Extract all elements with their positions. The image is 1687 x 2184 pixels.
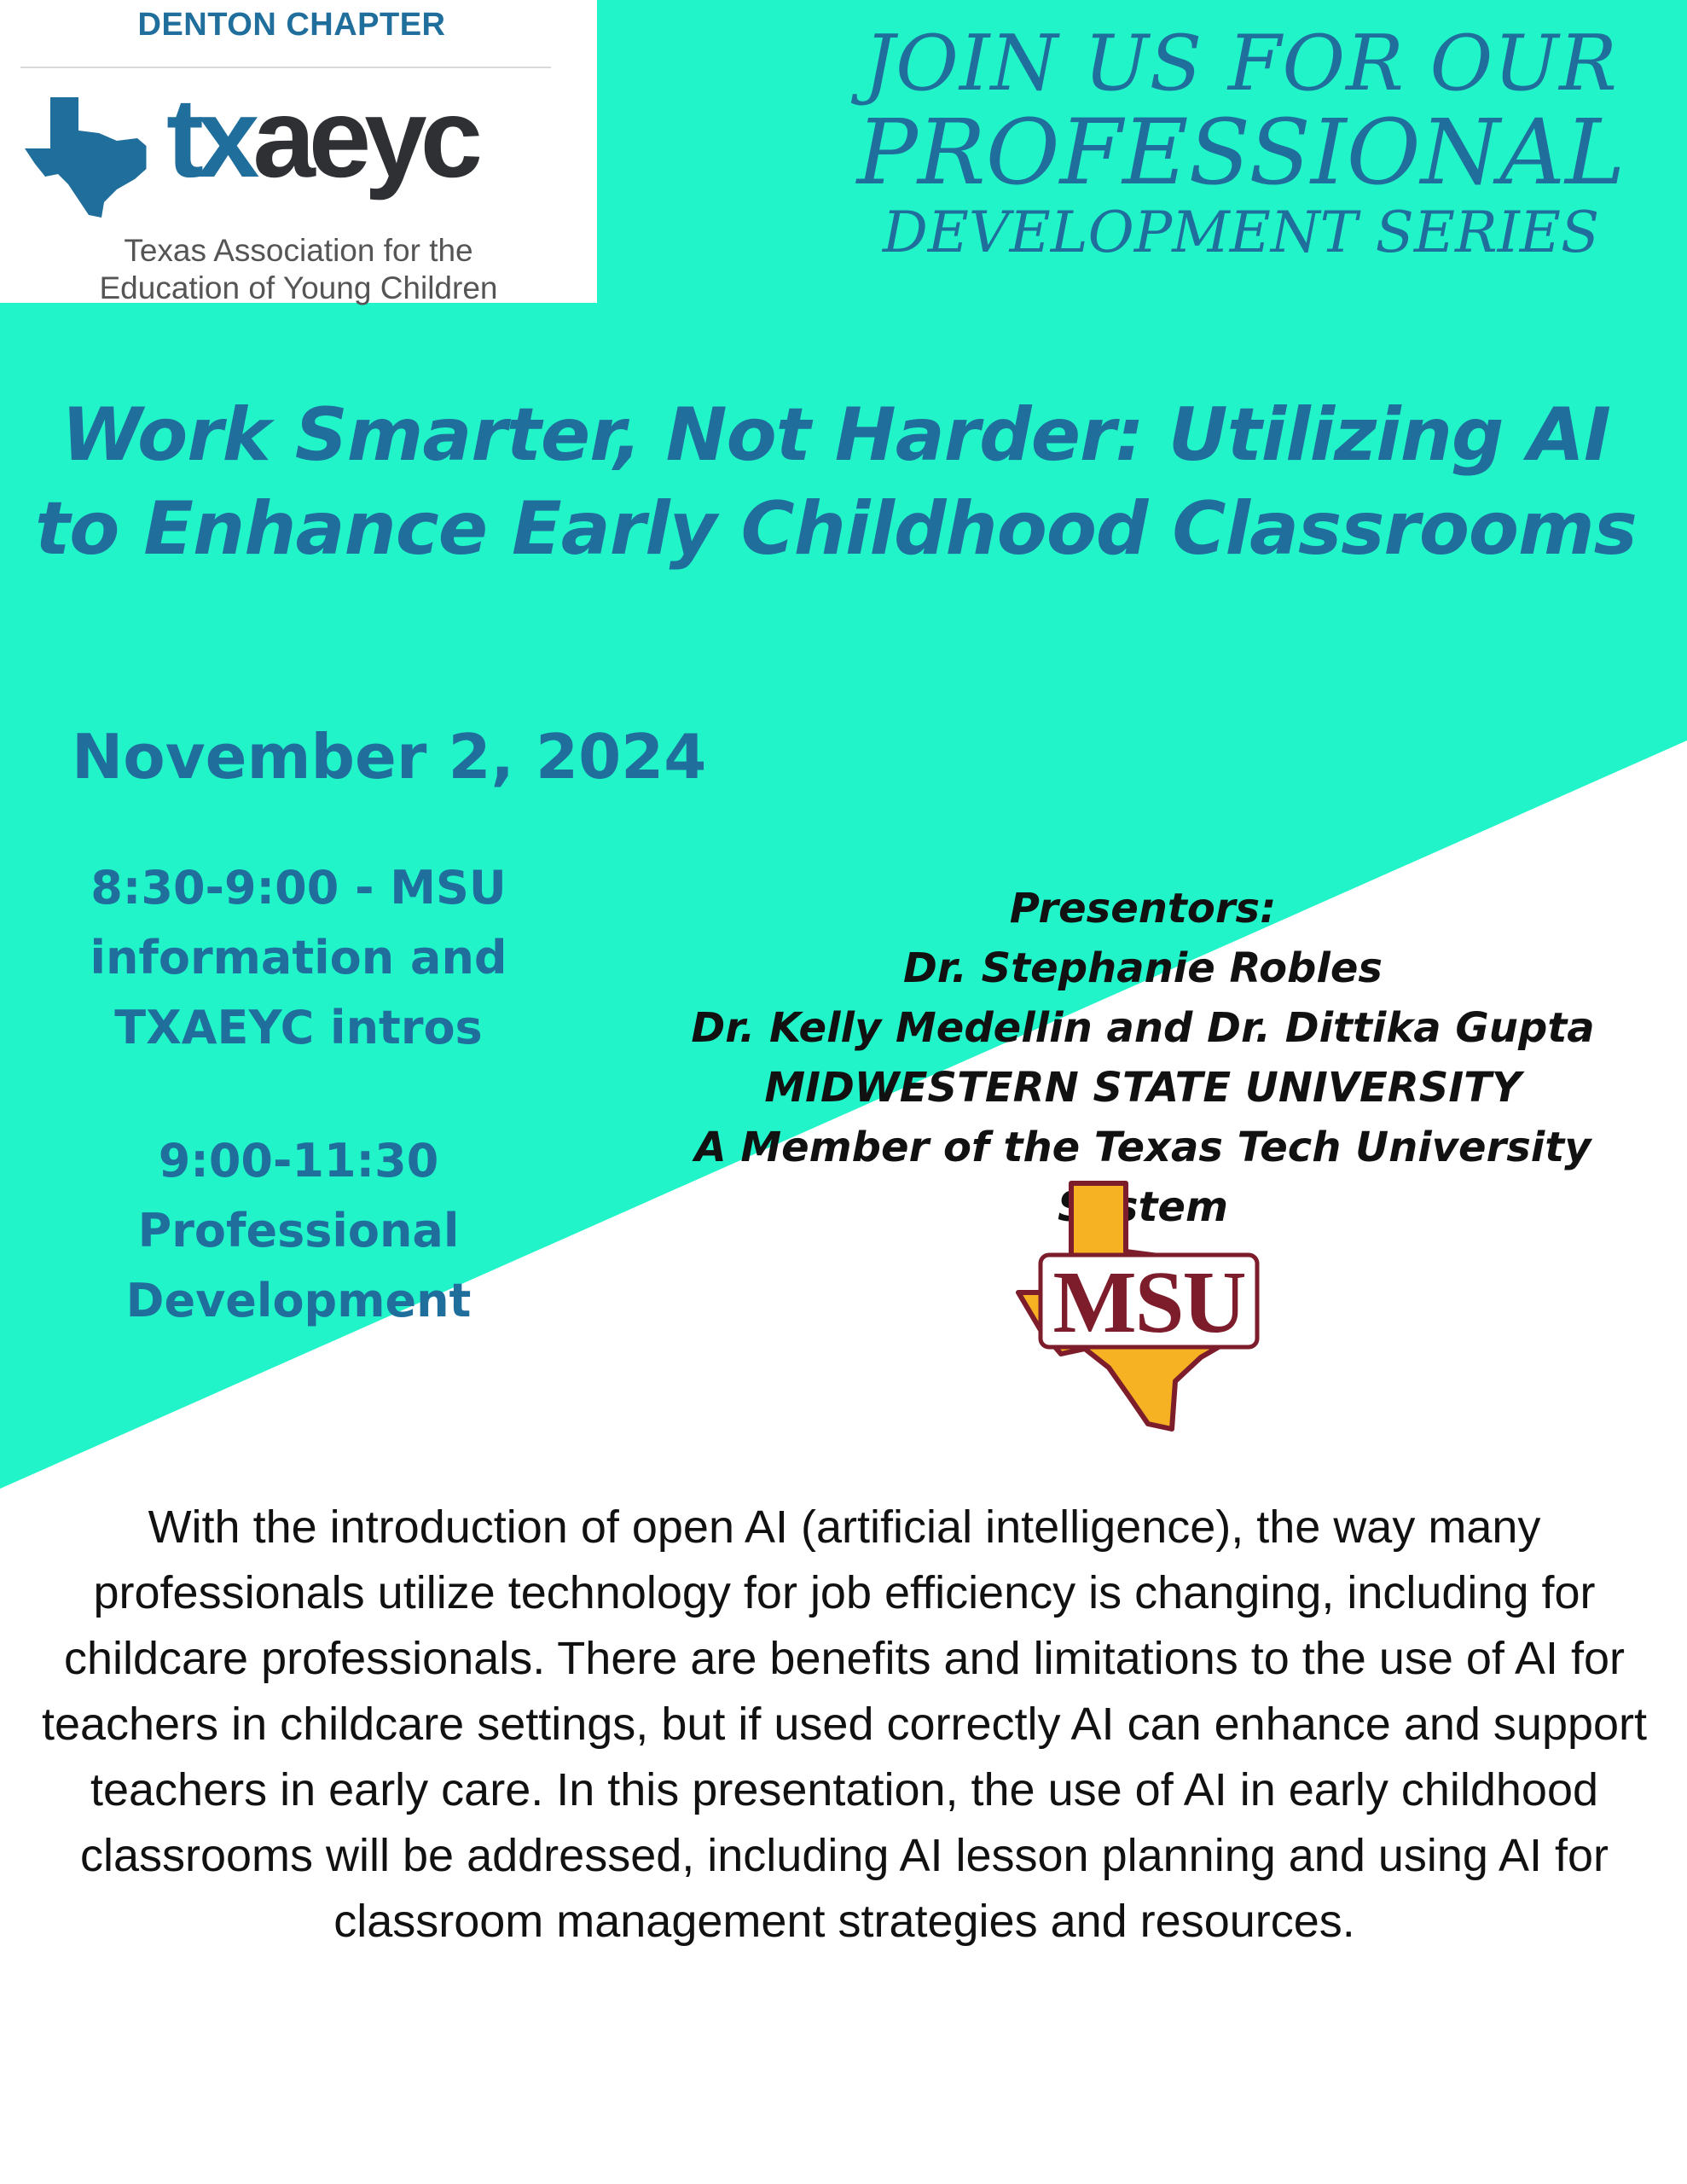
association-line-2: Education of Young Children <box>99 270 498 305</box>
session-title <box>34 388 1638 576</box>
university-name: MIDWESTERN STATE UNIVERSITY <box>764 1064 1522 1112</box>
texas-state-icon <box>22 92 150 220</box>
schedule-line: 9:00-11:30 <box>158 1134 439 1188</box>
logo-divider <box>20 67 551 68</box>
msu-logo <box>989 1173 1279 1446</box>
schedule-line: TXAEYC intros <box>114 1001 483 1054</box>
event-date: November 2, 2024 <box>72 721 707 793</box>
presenters-heading: Presentors: <box>1009 885 1277 932</box>
series-header <box>844 19 1638 265</box>
schedule-line: information and <box>90 931 507 985</box>
schedule-block-development <box>43 1126 554 1336</box>
session-description: With the introduction of open AI (artificial intelligence), the way many professionals utilize technology for job efficiency is changing, including for childcare professionals. There are benefits and limitations to the use of AI for teachers in childcare settings, but if used correctly AI can enhance and support teachers in early care. In this presentation, the use of AI in early childhood classrooms will be addressed, including AI lesson planning and using AI for classroom management strategies and resources. <box>41 1502 1648 1947</box>
schedule-block-intro <box>43 853 554 1063</box>
chapter-label: DENTON CHAPTER <box>137 7 446 43</box>
presenter-line: Dr. Stephanie Robles <box>903 944 1383 992</box>
header-line-2: PROFESSIONAL <box>856 100 1626 205</box>
presenter-line: Dr. Kelly Medellin and Dr. Dittika Gupta <box>691 1004 1595 1052</box>
txaeyc-wordmark <box>166 75 477 200</box>
wordmark-aeyc: aeyc <box>252 75 477 200</box>
association-name <box>34 232 563 307</box>
header-line-3: DEVELOPMENT SERIES <box>882 200 1600 265</box>
university-system: A Member of the Texas Tech University System <box>694 1124 1591 1231</box>
header-line-1: JOIN US FOR OUR <box>864 19 1618 108</box>
wordmark-tx: tx <box>166 75 253 200</box>
schedule-line: Development <box>125 1274 472 1327</box>
txaeyc-logo <box>0 0 597 303</box>
title-line-2: to Enhance Early Childhood Classrooms <box>35 486 1637 572</box>
schedule-line: 8:30-9:00 - MSU <box>90 861 507 915</box>
msu-letters: MSU <box>1052 1253 1245 1351</box>
association-line-1: Texas Association for the <box>124 233 473 268</box>
title-line-1: Work Smarter, Not Harder: Utilizing AI <box>61 392 1610 478</box>
schedule-line: Professional <box>137 1204 460 1258</box>
